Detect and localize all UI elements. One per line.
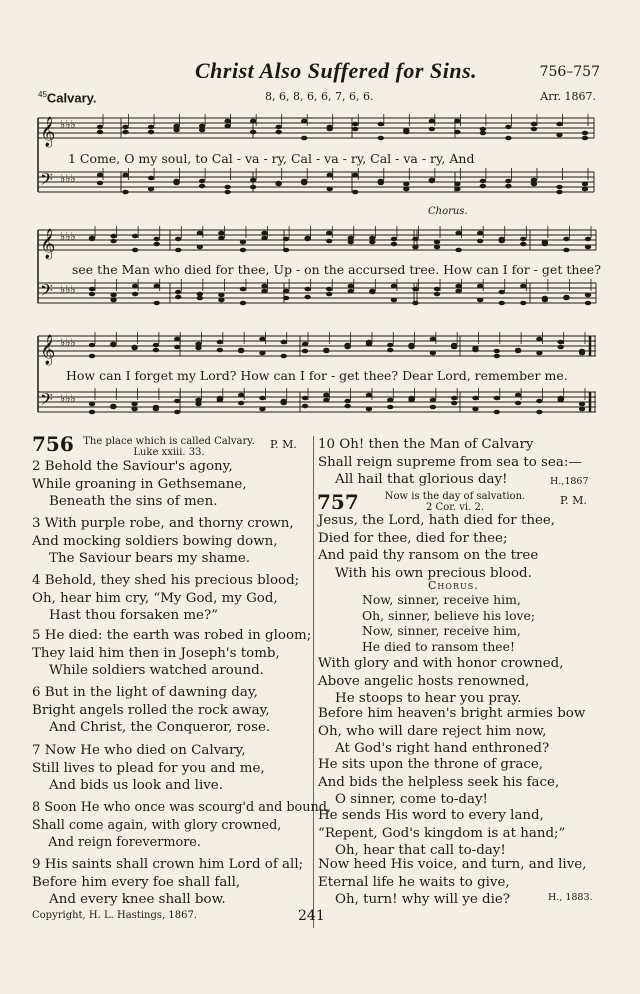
notehead — [110, 404, 116, 409]
notehead — [261, 231, 267, 236]
notehead — [148, 176, 154, 181]
notehead — [283, 248, 289, 253]
notehead — [378, 181, 384, 186]
notehead — [557, 398, 563, 403]
notehead — [327, 127, 333, 132]
notehead — [153, 237, 159, 242]
svg-text:♭♭♭: ♭♭♭ — [60, 392, 76, 405]
notehead — [563, 237, 569, 242]
hymn-757-verse-6: Now heed His voice, and turn, and live, Eternal life he waits to give, Oh, turn! why will ye die? — [318, 857, 587, 908]
notehead — [89, 236, 95, 241]
svg-text:♭♭♭: ♭♭♭ — [60, 230, 76, 243]
notehead — [218, 293, 224, 298]
hymn-756-verse-10: 10 Oh! then the Man of Calvary Shall reign supreme from sea to sea:— All hail that glorious day! — [318, 437, 582, 488]
notehead — [174, 399, 180, 404]
svg-text:♭♭♭: ♭♭♭ — [60, 283, 76, 296]
hymn-756-reference — [80, 436, 258, 458]
notehead — [387, 398, 393, 403]
notehead — [173, 124, 179, 129]
notehead — [97, 125, 103, 130]
notehead — [218, 236, 224, 241]
hymn-757-verse-5: He sends His word to every land, “Repent, God's kingdom is at hand;” Oh, hear that call to-day! — [318, 808, 566, 859]
notehead — [387, 348, 393, 353]
notehead — [344, 345, 350, 350]
notehead — [302, 404, 308, 409]
svg-text:𝄞: 𝄞 — [40, 229, 56, 259]
notehead — [430, 337, 436, 342]
hymn-756-verse-5: 5 He died: the earth was robed in gloom; They laid him then in Joseph's tomb, While soldiers watched around. — [32, 628, 312, 679]
notehead — [197, 231, 203, 236]
notehead — [217, 348, 223, 353]
hymn-756-verse-8: 8 Soon He who once was scourg'd and bound, Shall come again, with glory crowned, And reign forevermore. — [32, 800, 331, 851]
hymn-757-attribution: H., 1883. — [548, 892, 593, 903]
notehead — [455, 248, 461, 253]
notehead — [412, 301, 418, 306]
notehead — [199, 128, 205, 133]
notehead — [430, 351, 436, 356]
notehead — [327, 173, 333, 178]
notehead — [89, 343, 95, 348]
notehead — [480, 131, 486, 136]
notehead — [494, 396, 500, 401]
notehead — [455, 284, 461, 289]
notehead — [195, 398, 201, 403]
notehead — [122, 173, 128, 178]
notehead — [429, 119, 435, 124]
notehead — [281, 354, 287, 359]
notehead — [110, 342, 116, 347]
notehead — [250, 130, 256, 135]
notehead — [218, 231, 224, 236]
notehead — [348, 236, 354, 241]
notehead — [175, 295, 181, 300]
notehead — [563, 295, 569, 300]
notehead — [217, 398, 223, 403]
notehead — [520, 242, 526, 247]
notehead — [480, 184, 486, 189]
notehead — [429, 127, 435, 132]
notehead — [301, 119, 307, 124]
notehead — [454, 187, 460, 192]
notehead — [97, 130, 103, 135]
hymn-757-verse-1: Jesus, the Lord, hath died for thee, Died for thee, died for thee; And paid thy ransom on the tree With his own precious blood. — [318, 513, 556, 581]
notehead — [348, 240, 354, 245]
notehead — [89, 354, 95, 359]
music-score — [0, 0, 640, 420]
notehead — [451, 345, 457, 350]
notehead — [148, 125, 154, 130]
notehead — [542, 242, 548, 247]
notehead — [131, 402, 137, 407]
notehead — [304, 287, 310, 292]
notehead — [352, 122, 358, 127]
notehead — [369, 289, 375, 294]
hymn-756-ref-text: The place which is called Calvary. — [83, 436, 255, 447]
notehead — [520, 284, 526, 289]
notehead — [153, 407, 159, 412]
notehead — [505, 136, 511, 141]
notehead — [412, 245, 418, 250]
notehead — [531, 127, 537, 132]
notehead — [369, 240, 375, 245]
notehead — [240, 248, 246, 253]
notehead — [472, 407, 478, 412]
notehead — [582, 131, 588, 136]
notehead — [132, 248, 138, 253]
notehead — [480, 127, 486, 132]
notehead — [224, 190, 230, 195]
notehead — [403, 130, 409, 135]
notehead — [224, 185, 230, 190]
arranger-label: Arr. 1867. — [540, 90, 596, 103]
notehead — [238, 348, 244, 353]
notehead — [153, 284, 159, 289]
notehead — [110, 298, 116, 303]
notehead — [259, 396, 265, 401]
hymn-756-verse-3: 3 With purple robe, and thorny crown, And mocking soldiers bowing down, The Saviour bears my shame. — [32, 516, 294, 567]
hymn-756-number: 756 — [32, 432, 74, 456]
hymn-756-verse-9: 9 His saints shall crown him Lord of all; Before him every foe shall fall, And every knee shall bow. — [32, 857, 304, 908]
notehead — [515, 348, 521, 353]
notehead — [153, 348, 159, 353]
notehead — [122, 190, 128, 195]
notehead — [499, 301, 505, 306]
notehead — [515, 393, 521, 398]
notehead — [391, 284, 397, 289]
notehead — [304, 236, 310, 241]
notehead — [327, 187, 333, 192]
notehead — [515, 401, 521, 406]
notehead — [403, 182, 409, 187]
notehead — [304, 295, 310, 300]
notehead — [582, 182, 588, 187]
notehead — [89, 402, 95, 407]
notehead — [175, 248, 181, 253]
notehead — [217, 340, 223, 345]
notehead — [585, 293, 591, 298]
notehead — [302, 342, 308, 347]
notehead — [352, 173, 358, 178]
notehead — [556, 133, 562, 138]
tune-title: Calvary. — [46, 90, 97, 106]
notehead — [454, 119, 460, 124]
notehead — [494, 410, 500, 415]
notehead — [499, 290, 505, 295]
hymn-756-meter: P. M. — [270, 438, 297, 451]
notehead — [505, 179, 511, 184]
notehead — [455, 231, 461, 236]
notehead — [499, 239, 505, 244]
notehead — [326, 231, 332, 236]
notehead — [122, 125, 128, 130]
hymn-757-meter: P. M. — [560, 494, 587, 507]
notehead — [174, 345, 180, 350]
column-divider — [313, 436, 314, 928]
notehead — [89, 287, 95, 292]
notehead — [582, 136, 588, 141]
notehead — [323, 393, 329, 398]
notehead — [531, 178, 537, 183]
hymn-756-verse-4: 4 Behold, they shed his precious blood; Oh, hear him cry, “My God, my God, Hast thou forsaken me?” — [32, 573, 300, 624]
notehead — [391, 237, 397, 242]
notehead — [366, 393, 372, 398]
notehead — [238, 393, 244, 398]
notehead — [199, 184, 205, 189]
notehead — [283, 289, 289, 294]
notehead — [110, 293, 116, 298]
notehead — [531, 182, 537, 187]
notehead — [536, 410, 542, 415]
svg-text:♭♭♭: ♭♭♭ — [60, 172, 76, 185]
notehead — [579, 407, 585, 412]
hymn-757-ref-text: Now is the day of salvation. — [384, 491, 526, 502]
notehead — [148, 187, 154, 192]
svg-text:♭♭♭: ♭♭♭ — [60, 118, 76, 131]
notehead — [195, 402, 201, 407]
notehead — [412, 287, 418, 292]
notehead — [451, 401, 457, 406]
notehead — [224, 124, 230, 129]
hymn-756-verse-6: 6 But in the light of dawning day, Bright angels rolled the rock away, And Christ, the Conqueror, rose. — [32, 685, 271, 736]
notehead — [387, 343, 393, 348]
notehead — [430, 398, 436, 403]
notehead — [494, 349, 500, 354]
notehead — [197, 245, 203, 250]
notehead — [110, 234, 116, 239]
notehead — [122, 130, 128, 135]
notehead — [585, 301, 591, 306]
notehead — [455, 289, 461, 294]
notehead — [197, 292, 203, 297]
hymn-757-chorus: Now, sinner, receive him, Oh, sinner, believe his love; Now, sinner, receive him, He died to ransom thee! — [362, 592, 536, 654]
hymn-title: Christ Also Suffered for Sins. — [195, 58, 478, 83]
notehead — [429, 178, 435, 183]
notehead — [197, 296, 203, 301]
hymn-757-chorus-heading: Chorus. — [428, 579, 479, 592]
notehead — [301, 136, 307, 141]
notehead — [174, 337, 180, 342]
notehead — [261, 236, 267, 241]
notehead — [472, 348, 478, 353]
notehead — [369, 236, 375, 241]
notehead — [250, 178, 256, 183]
notehead — [240, 301, 246, 306]
notehead — [224, 119, 230, 124]
notehead — [261, 289, 267, 294]
notehead — [283, 237, 289, 242]
svg-text:𝄞: 𝄞 — [40, 117, 56, 147]
notehead — [173, 128, 179, 133]
hymn-757-verse-2: With glory and with honor crowned, Above angelic hosts renowned, He stoops to hear you pray. — [318, 656, 564, 707]
copyright-notice: Copyright, H. L. Hastings, 1867. — [32, 910, 197, 921]
hymn-757-verse-4: He sits upon the throne of grace, And bids the helpless seek his face, O sinner, come to-day! — [318, 757, 560, 808]
notehead — [408, 345, 414, 350]
notehead — [434, 245, 440, 250]
notehead — [348, 289, 354, 294]
notehead — [302, 349, 308, 354]
notehead — [403, 187, 409, 192]
notehead — [259, 351, 265, 356]
notehead — [454, 182, 460, 187]
notehead — [412, 237, 418, 242]
svg-text:𝄞: 𝄞 — [40, 335, 56, 365]
notehead — [218, 298, 224, 303]
svg-text:𝄢: 𝄢 — [40, 169, 53, 193]
notehead — [326, 287, 332, 292]
notehead — [585, 245, 591, 250]
notehead — [579, 351, 585, 356]
notehead — [557, 345, 563, 350]
notehead — [366, 342, 372, 347]
notehead — [275, 125, 281, 130]
notehead — [520, 237, 526, 242]
notehead — [391, 242, 397, 247]
notehead — [326, 292, 332, 297]
notehead — [97, 173, 103, 178]
notehead — [283, 296, 289, 301]
notehead — [131, 407, 137, 412]
notehead — [430, 405, 436, 410]
notehead — [89, 410, 95, 415]
notehead — [199, 179, 205, 184]
notehead — [477, 231, 483, 236]
notehead — [344, 404, 350, 409]
notehead — [472, 396, 478, 401]
tune-number: 45 — [38, 90, 47, 99]
notehead — [97, 181, 103, 186]
notehead — [281, 340, 287, 345]
notehead — [238, 401, 244, 406]
notehead — [477, 298, 483, 303]
notehead — [480, 179, 486, 184]
lyrics-line-1: 1 Come, O my soul, to Cal - va - ry, Cal - va - ry, Cal - va - ry, And — [68, 151, 475, 166]
notehead — [261, 284, 267, 289]
notehead — [378, 136, 384, 141]
notehead — [195, 346, 201, 351]
notehead — [259, 337, 265, 342]
notehead — [132, 292, 138, 297]
hymn-756-ref-scripture: Luke xxiii. 33. — [133, 447, 205, 458]
notehead — [563, 248, 569, 253]
notehead — [153, 301, 159, 306]
notehead — [281, 401, 287, 406]
svg-text:𝄢: 𝄢 — [40, 389, 53, 413]
notehead — [89, 292, 95, 297]
lyrics-line-2: see the Man who died for thee, Up - on the accursed tree. How can I for - get thee? — [72, 262, 601, 277]
notehead — [434, 287, 440, 292]
notehead — [348, 284, 354, 289]
notehead — [110, 239, 116, 244]
notehead — [323, 348, 329, 353]
notehead — [434, 240, 440, 245]
notehead — [153, 242, 159, 247]
notehead — [582, 187, 588, 192]
notehead — [477, 284, 483, 289]
notehead — [494, 354, 500, 359]
notehead — [352, 127, 358, 132]
notehead — [556, 122, 562, 127]
notehead — [536, 351, 542, 356]
meter-label: 8, 6, 8, 6, 6, 7, 6, 6. — [265, 90, 374, 103]
notehead — [352, 190, 358, 195]
notehead — [505, 184, 511, 189]
hymn-756-attribution: H.,1867 — [550, 476, 589, 487]
notehead — [536, 399, 542, 404]
notehead — [477, 239, 483, 244]
notehead — [542, 298, 548, 303]
notehead — [240, 240, 246, 245]
page-number: 241 — [298, 908, 325, 924]
notehead — [536, 337, 542, 342]
notehead — [275, 130, 281, 135]
notehead — [132, 234, 138, 239]
notehead — [391, 298, 397, 303]
notehead — [250, 185, 256, 190]
notehead — [454, 130, 460, 135]
notehead — [387, 405, 393, 410]
notehead — [175, 237, 181, 242]
hymn-756-verse-2: 2 Behold the Saviour's agony, While groaning in Gethsemane, Beneath the sins of men. — [32, 459, 247, 510]
chorus-marker: Chorus. — [428, 206, 468, 217]
notehead — [531, 122, 537, 127]
notehead — [556, 190, 562, 195]
notehead — [175, 290, 181, 295]
hymn-757-verse-3: Before him heaven's bright armies bow Oh, who will dare reject him now, At God's right hand enthroned? — [318, 706, 586, 757]
notehead — [195, 342, 201, 347]
notehead — [434, 292, 440, 297]
notehead — [132, 284, 138, 289]
notehead — [557, 340, 563, 345]
notehead — [259, 407, 265, 412]
notehead — [275, 181, 281, 186]
notehead — [301, 181, 307, 186]
notehead — [556, 185, 562, 190]
notehead — [451, 396, 457, 401]
hymn-757-reference — [370, 491, 540, 513]
notehead — [240, 287, 246, 292]
notehead — [174, 410, 180, 415]
notehead — [520, 301, 526, 306]
notehead — [148, 130, 154, 135]
notehead — [250, 119, 256, 124]
notehead — [505, 125, 511, 130]
notehead — [173, 181, 179, 186]
notehead — [326, 239, 332, 244]
hymn-756-verse-7: 7 Now He who died on Calvary, Still lives to plead for you and me, And bids us look and live. — [32, 743, 265, 794]
hymn-757-number: 757 — [317, 490, 359, 514]
notehead — [199, 124, 205, 129]
notehead — [585, 237, 591, 242]
hymn-757-ref-scripture: 2 Cor. vi. 2. — [426, 502, 484, 513]
notehead — [366, 407, 372, 412]
notehead — [153, 343, 159, 348]
notehead — [131, 345, 137, 350]
svg-text:𝄢: 𝄢 — [40, 280, 53, 304]
notehead — [378, 122, 384, 127]
notehead — [408, 398, 414, 403]
lyrics-line-3: How can I forget my Lord? How can I for - get thee? Dear Lord, remember me. — [66, 368, 568, 383]
notehead — [323, 398, 329, 403]
svg-text:♭♭♭: ♭♭♭ — [60, 336, 76, 349]
notehead — [302, 396, 308, 401]
hymn-number-range: 756–757 — [539, 64, 600, 80]
notehead — [344, 399, 350, 404]
notehead — [579, 402, 585, 407]
